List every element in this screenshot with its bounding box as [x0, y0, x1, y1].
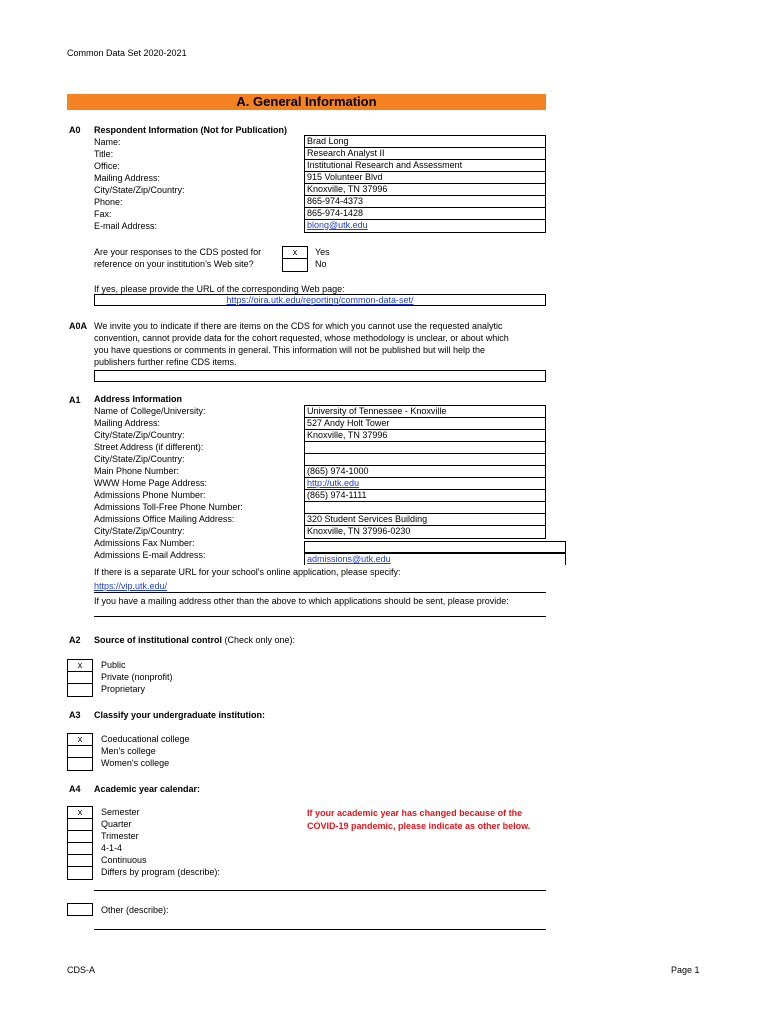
a1-label-adm-email: Admissions E-mail Address:	[94, 550, 206, 560]
a0-name-field[interactable]: Brad Long	[305, 136, 545, 148]
a0-title-field[interactable]: Research Analyst II	[305, 148, 545, 160]
a0-labels	[94, 136, 185, 232]
a3-code: A3	[69, 710, 81, 720]
a4-option-quarter: Quarter	[101, 819, 132, 829]
a4-414-checkbox[interactable]	[68, 843, 92, 855]
a2-heading	[94, 634, 295, 646]
a3-coed-checkbox[interactable]: x	[68, 734, 92, 746]
a4-option-continuous: Continuous	[101, 855, 147, 865]
a1-mailing-field[interactable]: 527 Andy Holt Tower	[305, 418, 545, 430]
a4-option-semester: Semester	[101, 807, 140, 817]
a1-label-college: Name of College/University:	[94, 406, 206, 416]
a4-covid-note-line2: COVID-19 pandemic, please indicate as other below.	[307, 821, 531, 831]
a0-label-city: City/State/Zip/Country:	[94, 185, 185, 195]
a2-checkboxes	[67, 659, 93, 697]
a4-title: Academic year calendar:	[94, 784, 201, 794]
a0-phone-field[interactable]: 865-974-4373	[305, 196, 545, 208]
a0-yes-checkbox[interactable]: x	[283, 247, 307, 259]
a0a-text	[94, 320, 509, 368]
a0a-code: A0A	[69, 321, 88, 331]
a0-label-title: Title:	[94, 149, 114, 159]
a4-option-414: 4-1-4	[101, 843, 123, 853]
a3-option-mens: Men's college	[101, 746, 156, 756]
a3-mens-checkbox[interactable]	[68, 746, 92, 758]
a0-posted-question-line2: reference on your institution's Web site?	[94, 259, 254, 269]
a2-private-checkbox[interactable]	[68, 672, 92, 684]
a4-trimester-checkbox[interactable]	[68, 831, 92, 843]
a0-values-table	[304, 135, 546, 233]
a0a-line2: convention, cannot provide data for the cohort requested, whose methodology is unclear, or about which	[94, 333, 509, 343]
a2-proprietary-checkbox[interactable]	[68, 684, 92, 696]
a4-other-checkbox[interactable]	[67, 903, 93, 916]
a1-label-adm-phone: Admissions Phone Number:	[94, 490, 206, 500]
a1-title: Address Information	[94, 394, 183, 404]
a1-label-main-phone: Main Phone Number:	[94, 466, 180, 476]
a0a-line3: you have questions or comments in general. This information will not be published but will help the	[94, 345, 486, 355]
a0-label-phone: Phone:	[94, 197, 123, 207]
page-header-title: Common Data Set 2020-2021	[67, 48, 187, 58]
a0-url-field[interactable]	[94, 294, 546, 306]
a0-posted-question-line1: Are your responses to the CDS posted for	[94, 247, 262, 257]
a0-no-label: No	[315, 259, 327, 269]
a1-label-www: WWW Home Page Address:	[94, 478, 208, 488]
a1-college-field[interactable]: University of Tennessee - Knoxville	[305, 406, 545, 418]
a4-semester-checkbox[interactable]: x	[68, 807, 92, 819]
a4-other-label: Other (describe):	[101, 905, 169, 915]
a1-street-city-field[interactable]	[305, 454, 545, 466]
a1-adm-city-field[interactable]: Knoxville, TN 37996-0230	[307, 526, 411, 536]
a1-other-address-line[interactable]	[94, 616, 546, 617]
a4-covid-note-line1: If your academic year has changed because of the	[307, 808, 523, 818]
a0-label-office: Office:	[94, 161, 120, 171]
a0-label-name: Name:	[94, 137, 121, 147]
a0-label-email: E-mail Address:	[94, 221, 158, 231]
a0-label-fax: Fax:	[94, 209, 112, 219]
a3-options	[101, 733, 190, 769]
a0a-line4: publishers further refine CDS items.	[94, 357, 237, 367]
a1-label-street-city: City/State/Zip/Country:	[94, 454, 185, 464]
a1-values-table	[304, 405, 546, 539]
a3-option-womens: Women's college	[101, 758, 170, 768]
a1-label-adm-mailing: Admissions Office Mailing Address:	[94, 514, 235, 524]
a1-label-city: City/State/Zip/Country:	[94, 430, 185, 440]
a4-option-trimester: Trimester	[101, 831, 139, 841]
a0-email-link[interactable]: blong@utk.edu	[307, 220, 368, 230]
footer-left: CDS-A	[67, 965, 96, 975]
a0-label-mailing: Mailing Address:	[94, 173, 161, 183]
a0-url-prompt: If yes, please provide the URL of the corresponding Web page:	[94, 284, 345, 294]
a4-option-differs: Differs by program (describe):	[101, 867, 220, 877]
a1-tollfree-field[interactable]	[305, 502, 545, 514]
a1-adm-phone-field[interactable]: (865) 974-1111	[305, 490, 545, 502]
footer-page-number: Page 1	[671, 965, 700, 975]
a1-separate-url-prompt: If there is a separate URL for your school's online application, please specify:	[94, 567, 401, 577]
a4-other-line[interactable]	[94, 929, 546, 930]
a0-title: Respondent Information (Not for Publication)	[94, 125, 287, 135]
a1-other-address-prompt: If you have a mailing address other than the above to which applications should be sent, please provide:	[94, 596, 509, 606]
a4-checkboxes	[67, 806, 93, 880]
a0-posted-checkboxes	[282, 246, 308, 272]
a2-options	[101, 659, 173, 695]
a0-office-field[interactable]: Institutional Research and Assessment	[305, 160, 545, 172]
a1-label-mailing: Mailing Address:	[94, 418, 161, 428]
a1-label-street: Street Address (if different):	[94, 442, 204, 452]
a1-www-link[interactable]: http://utk.edu	[305, 478, 545, 490]
a4-continuous-checkbox[interactable]	[68, 855, 92, 867]
a2-code: A2	[69, 635, 81, 645]
a1-labels	[94, 405, 243, 561]
a4-quarter-checkbox[interactable]	[68, 819, 92, 831]
a1-adm-email-link[interactable]: admissions@utk.edu	[304, 553, 566, 565]
a1-code: A1	[69, 395, 81, 405]
a3-womens-checkbox[interactable]	[68, 758, 92, 770]
a1-city-field[interactable]: Knoxville, TN 37996	[305, 430, 545, 442]
a2-title: Source of institutional control	[94, 635, 222, 645]
a0-fax-field[interactable]: 865-974-1428	[305, 208, 545, 220]
a0-url-link[interactable]: https://oira.utk.edu/reporting/common-data-set/	[226, 295, 414, 305]
a0a-line1: We invite you to indicate if there are items on the CDS for which you cannot use the requested analytic	[94, 321, 503, 331]
a0-no-checkbox[interactable]	[283, 259, 307, 271]
a1-adm-mailing-field[interactable]: 320 Student Services Building	[305, 514, 545, 526]
a0-mailing-field[interactable]: 915 Volunteer Blvd	[305, 172, 545, 184]
a1-street-field[interactable]	[305, 442, 545, 454]
a2-option-private: Private (nonprofit)	[101, 672, 173, 682]
a2-note: (Check only one):	[222, 635, 296, 645]
a4-differs-checkbox[interactable]	[68, 867, 92, 879]
a4-differs-line[interactable]	[94, 890, 546, 891]
a0-city-field[interactable]: Knoxville, TN 37996	[305, 184, 545, 196]
a1-separate-url-line	[94, 592, 546, 593]
a0-yes-label: Yes	[315, 247, 330, 257]
a3-title: Classify your undergraduate institution:	[94, 710, 266, 720]
a1-main-phone-field[interactable]: (865) 974-1000	[305, 466, 545, 478]
a2-public-checkbox[interactable]: x	[68, 660, 92, 672]
section-title-bar	[67, 94, 546, 110]
a0-code: A0	[69, 125, 81, 135]
a2-option-public: Public	[101, 660, 126, 670]
a3-checkboxes	[67, 733, 93, 771]
section-title: A. General Information	[236, 94, 377, 109]
a3-option-coed: Coeducational college	[101, 734, 190, 744]
a4-code: A4	[69, 784, 81, 794]
a0a-comment-field[interactable]	[94, 370, 546, 382]
a1-label-adm-fax: Admissions Fax Number:	[94, 538, 195, 548]
a1-label-tollfree: Admissions Toll-Free Phone Number:	[94, 502, 243, 512]
a1-adm-fax-field[interactable]	[304, 541, 566, 553]
a1-separate-url-link[interactable]: https://vip.utk.edu/	[94, 581, 168, 591]
a4-options	[101, 806, 220, 878]
a1-label-adm-city: City/State/Zip/Country:	[94, 526, 185, 536]
a2-option-proprietary: Proprietary	[101, 684, 146, 694]
